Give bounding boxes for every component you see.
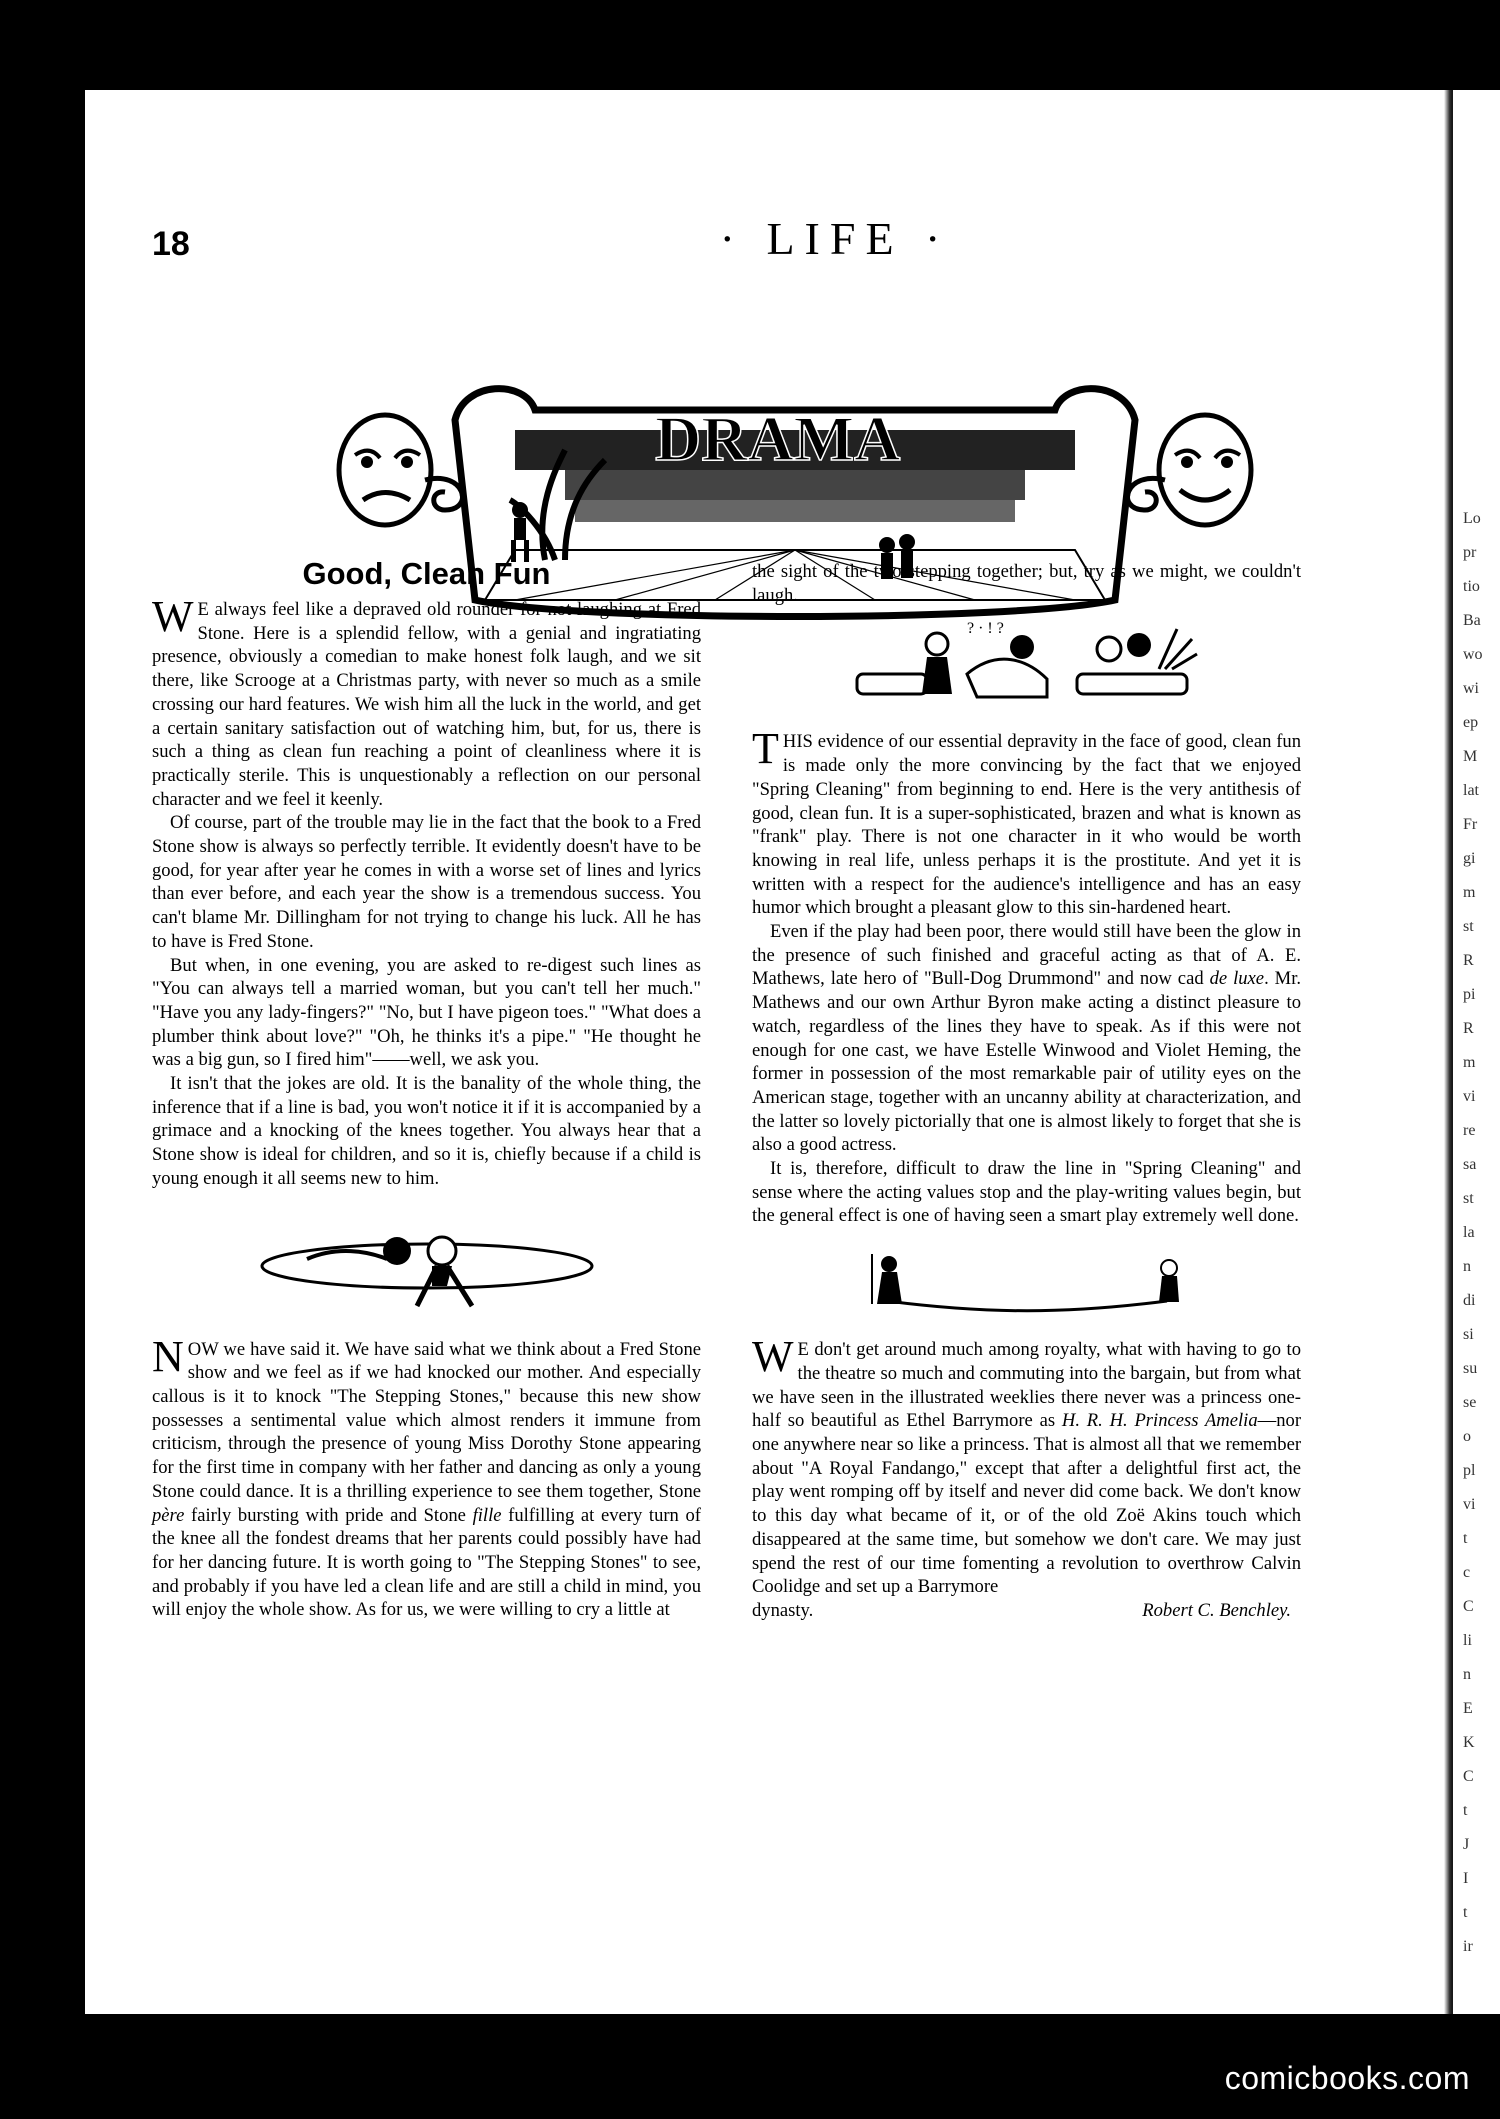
adjacent-page-fragment: R (1463, 952, 1474, 969)
drop-cap: W (752, 1332, 794, 1382)
adjacent-page-fragment: di (1463, 1292, 1476, 1309)
page-number: 18 (152, 225, 190, 263)
adjacent-page-fragment: n (1463, 1258, 1471, 1275)
paragraph-5-text-b: fairly bursting with pride and Stone (184, 1504, 473, 1526)
cartoon-marks: ? · ! ? (966, 620, 1004, 638)
adjacent-page-fragment: pl (1463, 1462, 1476, 1479)
adjacent-page-fragment: m (1463, 884, 1476, 901)
adjacent-page-fragment: C (1463, 1768, 1474, 1785)
princess-role: H. R. H. Princess Amelia (1061, 1410, 1258, 1432)
adjacent-page-fragment: pi (1463, 986, 1476, 1003)
adjacent-page-fragment: st (1463, 918, 1474, 935)
paragraph-3: But when, in one evening, you are asked to re-digest such lines as "You can always tell a married woman, but you can't tell her much." "Have you any lady-fingers?" "No, but I have pigeon toes." "What does a plumber think about love?" "Oh, he thinks it's a pipe." "He thought he was a big gun, so I fired him"——well, we ask you. (152, 954, 701, 1071)
adjacent-page-fragment: st (1463, 1190, 1474, 1207)
pere-word: père (152, 1504, 185, 1526)
adjacent-page-fragment: I (1463, 1870, 1469, 1887)
adjacent-page-fragment: Lo (1463, 510, 1481, 527)
paragraph-7-text: HIS evidence of our essential depravity in the face of good, clean fun is made only the more convincing by the fact that we enjoyed "Spring Cleaning" from beginning to end. Here is the very antithesis of good, clean fun. It is a super-sophisticated, brazen and what is known as "frank" play. There is not one character in it who would be worth knowing in real life, unless perhaps it is the prostitute. And yet it is written with a respect for the audience's intelligence and has an easy humor which brought a pleasant glow to this sin-hardened heart. (752, 731, 1301, 919)
adjacent-page-fragment: lat (1463, 782, 1479, 799)
paragraph-10-text-a: E don't get around much among royalty, what with having to go to the theatre so much and commuting into the bargain, but from what we have seen in the illustrated weeklies there never was a princess one-half so beautiful as Ethel Barrymore as (752, 1339, 1301, 1432)
paragraph-8 (752, 920, 1301, 1157)
adjacent-page-fragment: si (1463, 1326, 1474, 1343)
adjacent-page-fragment: Fr (1463, 816, 1478, 833)
adjacent-page-fragment: c (1463, 1564, 1471, 1581)
paragraph-5 (152, 1331, 701, 1622)
adjacent-page-fragment: sa (1463, 1156, 1477, 1173)
drop-cap: N (152, 1331, 184, 1381)
adjacent-page-fragment: wo (1463, 646, 1483, 663)
adjacent-page-fragment: la (1463, 1224, 1475, 1241)
right-column (752, 560, 1301, 1623)
paragraph-2: Of course, part of the trouble may lie in the fact that the book to a Fred Stone show is always so perfectly terrible. It evidently doesn't have to be good, for year after year he comes in with a worse set of lines and lyrics than ever before, and each year the show is a tremendous success. You can't blame Mr. Dillingham for not trying to change his luck. All he has to have is Fred Stone. (152, 812, 701, 952)
adjacent-page-fragment: R (1463, 1020, 1474, 1037)
adjacent-page-fragment: pr (1463, 544, 1477, 561)
drop-cap: W (152, 592, 194, 641)
adjacent-page-fragment: E (1463, 1700, 1473, 1717)
adjacent-page-fragment: gi (1463, 850, 1476, 867)
drop-cap: T (752, 724, 779, 774)
dancers-illustration (247, 1211, 607, 1316)
adjacent-page-fragment: K (1463, 1734, 1475, 1751)
closing-line (752, 1599, 1301, 1623)
paragraph-10 (752, 1332, 1302, 1599)
paragraph-4: It isn't that the jokes are old. It is the banality of the whole thing, the inference that if a line is bad, you won't notice it if it is accompanied by a grimace and a knocking of the knees together. You always hear that a Stone show is ideal for children, and so it is, chiefly because if a child is young enough it all seems new to him. (152, 1073, 701, 1189)
adjacent-page-fragment: J (1463, 1836, 1470, 1853)
adjacent-page-fragment: vi (1463, 1496, 1476, 1513)
paragraph-1-text: E always feel like a depraved old rounder for not laughing at Fred Stone. Here is a splendid fellow, with a genial and ingratiating presence, obviously a comedian to make honest folk laugh, and we sit there, like Scrooge at a Christmas party, with never so much as a smile crossing our hard features. We wish him all the luck in the world, and get a certain sanitary satisfaction out of watching him, but, for us, there is such a thing as clean fun reaching a point of cleanliness where it is practically sterile. This is unquestionably a reflection on our personal character and we feel it keenly. (152, 599, 701, 810)
adjacent-page-fragment: su (1463, 1360, 1478, 1377)
adjacent-page-fragment: n (1463, 1666, 1471, 1683)
paragraph-8-text-b: . Mr. Mathews and our own Arthur Byron make acting a distinct pleasure to watch, regardless of the lines they have to speak. As if this were not enough for one cast, we have Estelle Winwood and Violet Heming, the former in possession of the most remarkable pair of utility eyes on the American stage, together with an uncanny ability at characterization, and the latter so lovely pictorially that one is almost likely to forget that she is also a good actress. (752, 968, 1302, 1156)
comedy-mask-icon (1128, 415, 1251, 525)
paragraph-10-text-b: —nor one anywhere near so like a princess. That is almost all that we remember about "A Royal Fandango," except that after a delightful first act, the play went romping off by itself and never did come back. We don't know to this day what became of it, or of the old Zoë Akins touch which disappeared at the same time, but somehow we don't care. We may just spend the rest of our time fomenting a revolution to overthrow Calvin Coolidge and set up a Barrymore (752, 1410, 1302, 1598)
adjacent-page-fragment: se (1463, 1394, 1477, 1411)
adjacent-page-fragment: Ba (1463, 612, 1481, 629)
adjacent-page-fragment: M (1463, 748, 1478, 765)
author-signature: Robert C. Benchley. (1142, 1599, 1291, 1621)
closing-word: dynasty. (752, 1599, 814, 1621)
parlor-comedy-illustration (847, 619, 1207, 714)
article-headline: Good, Clean Fun (302, 556, 551, 591)
adjacent-page-fragment: t (1463, 1530, 1468, 1547)
adjacent-page-fragment: wi (1463, 680, 1479, 697)
adjacent-page-fragment: C (1463, 1598, 1474, 1615)
adjacent-page-fragment: ir (1463, 1938, 1473, 1955)
adjacent-page-fragment: li (1463, 1632, 1472, 1649)
watermark: comicbooks.com (1224, 2060, 1470, 2096)
drama-title: DRAMA (655, 403, 901, 474)
adjacent-page-fragment: re (1463, 1122, 1476, 1139)
tragedy-mask-icon (339, 415, 462, 525)
masthead-title: · LIFE · (719, 213, 951, 264)
magazine-page (85, 90, 1453, 2014)
de-luxe-word: de luxe (1209, 968, 1265, 990)
paragraph-1 (152, 592, 701, 811)
paragraph-9: It is, therefore, difficult to draw the line in "Spring Cleaning" and sense where the acting values stop and the play-writing values begin, but the general effect is one of having seen a smart play extremely well done. (752, 1158, 1301, 1227)
fille-word: fille (472, 1504, 502, 1526)
adjacent-page-fragment: tio (1463, 578, 1480, 595)
adjacent-page-fragment: m (1463, 1054, 1476, 1071)
left-column (152, 556, 701, 1622)
adjacent-page-edge (1453, 90, 1500, 2014)
adjacent-page-fragment: ep (1463, 714, 1479, 731)
paragraph-8-text-a: Even if the play had been poor, there would still have been the glow in the presence of such finished and graceful acting as that of A. E. Mathews, late hero of "Bull-Dog Drummond" and now cad (752, 921, 1301, 990)
adjacent-page-fragment: vi (1463, 1088, 1476, 1105)
paragraph-5-text-c: fulfilling at every turn of the knee all the fondest dreams that her parents could possibly have had for her dancing future. It is worth going to "The Stepping Stones" to see, and probably if you have led a clean life and are still a child in mind, you will enjoy the whole show. As for us, we were willing to cry a little at (152, 1504, 701, 1621)
paragraph-7 (752, 724, 1301, 920)
adjacent-page-fragment: t (1463, 1802, 1468, 1819)
adjacent-page-fragment: o (1463, 1428, 1471, 1445)
paragraph-5-text-a: OW we have said it. We have said what we think about a Fred Stone show and we feel as if we had knocked our mother. And especially callous is it to knock "The Stepping Stones," because this new show possesses a sentimental value which almost renders it immune from criticism, through the presence of young Miss Dorothy Stone appearing for the first time in company with her father and dancing as only a young Stone could dance. It is a thrilling experience to see them together, Stone (152, 1338, 701, 1502)
adjacent-page-fragment: t (1463, 1904, 1468, 1921)
procession-illustration (847, 1246, 1207, 1316)
paragraph-6: the sight of the two stepping together; but, try as we might, we couldn't laugh. (752, 561, 1301, 606)
